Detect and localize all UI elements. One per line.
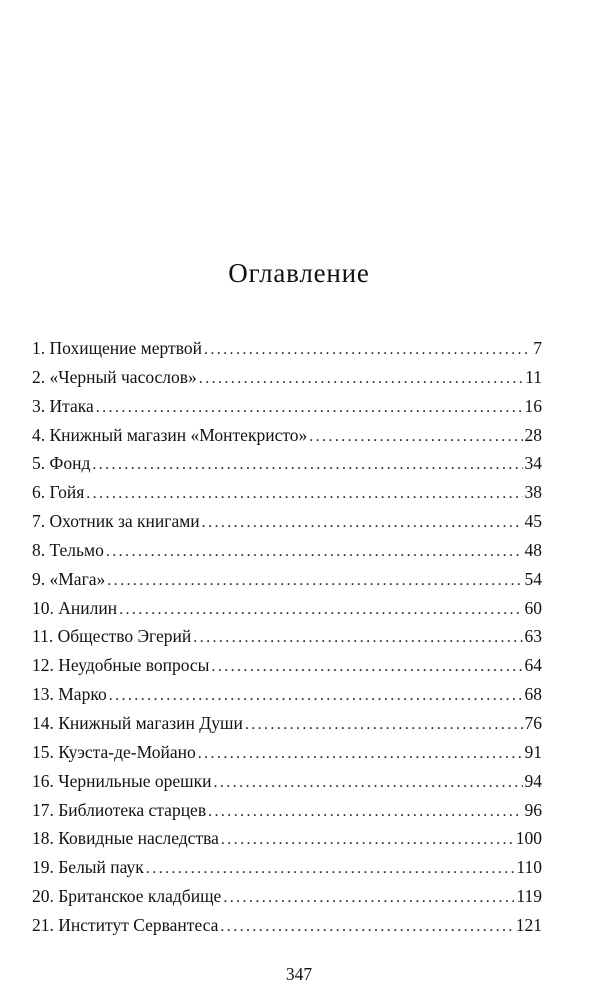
toc-entry-title: 20. Британское кладбище <box>32 886 222 907</box>
toc-entry <box>32 767 542 796</box>
dot-leader <box>221 826 514 854</box>
toc-entry-title: 16. Чернильные орешки <box>32 770 212 791</box>
toc-entry <box>32 421 542 450</box>
dot-leader <box>109 682 523 710</box>
dot-leader <box>146 855 515 883</box>
toc-entry-page: 38 <box>524 482 542 503</box>
toc-entry-title: 13. Марко <box>32 684 107 705</box>
dot-leader <box>193 624 522 652</box>
dot-leader <box>213 769 522 797</box>
toc-entry-page: 64 <box>524 655 542 676</box>
toc-entry-page: 45 <box>524 511 542 532</box>
toc-entry <box>32 680 542 709</box>
toc-entry-title: 21. Институт Сервантеса <box>32 914 219 935</box>
toc-entry-title: 6. Гойя <box>32 482 85 503</box>
toc-entry-page: 110 <box>516 857 542 878</box>
toc-entry <box>32 882 542 911</box>
toc-entry-title: 11. Общество Эгерий <box>32 626 192 647</box>
toc-entry-title: 1. Похищение мертвой <box>32 338 202 358</box>
dot-leader <box>202 509 523 537</box>
toc-entry-page: 68 <box>524 684 542 705</box>
toc-entry-page: 119 <box>516 886 542 907</box>
toc-entry <box>32 594 542 623</box>
toc-entry-title: 12. Неудобные вопросы <box>32 655 210 676</box>
toc-entry-title: 2. «Черный часослов» <box>32 366 197 387</box>
dot-leader <box>208 798 522 826</box>
table-of-contents <box>32 334 542 940</box>
toc-entry-page: 28 <box>524 424 542 445</box>
toc-entry <box>32 363 542 392</box>
dot-leader <box>211 653 522 681</box>
toc-entry-title: 10. Анилин <box>32 597 118 618</box>
toc-entry <box>32 622 542 651</box>
dot-leader <box>86 480 522 508</box>
toc-entry <box>32 536 542 565</box>
toc-entry-page: 76 <box>524 712 542 733</box>
toc-entry-page: 63 <box>524 626 542 647</box>
toc-entry-title: 14. Книжный магазин Души <box>32 712 243 733</box>
toc-entry-title: 4. Книжный магазин «Монтекристо» <box>32 424 308 445</box>
dot-leader <box>198 740 523 768</box>
toc-entry <box>32 911 542 940</box>
toc-entry-page: 94 <box>524 770 542 791</box>
toc-entry-page: 96 <box>524 799 542 820</box>
toc-entry <box>32 709 542 738</box>
toc-entry-title: 19. Белый паук <box>32 857 144 878</box>
toc-entry-title: 9. «Мага» <box>32 568 106 589</box>
toc-entry <box>32 507 542 536</box>
dot-leader <box>106 538 523 566</box>
toc-entry <box>32 392 542 421</box>
toc-entry <box>32 796 542 825</box>
toc-entry-page: 54 <box>524 568 542 589</box>
toc-entry <box>32 478 542 507</box>
toc-entry-title: 7. Охотник за книгами <box>32 511 200 532</box>
toc-entry <box>32 334 542 363</box>
dot-leader <box>204 336 531 364</box>
toc-entry-page: 100 <box>515 828 542 849</box>
toc-entry <box>32 738 542 767</box>
dot-leader <box>119 596 522 624</box>
toc-entry-title: 3. Итака <box>32 395 94 416</box>
toc-entry-title: 18. Ковидные наследства <box>32 828 219 849</box>
toc-entry-page: 34 <box>524 453 542 474</box>
toc-entry-page: 16 <box>524 395 542 416</box>
toc-entry-title: 8. Тельмо <box>32 539 104 560</box>
page-number: 347 <box>285 964 313 984</box>
dot-leader <box>92 451 522 479</box>
dot-leader <box>223 884 514 912</box>
toc-entry-page: 7 <box>533 338 542 358</box>
toc-entry-page: 60 <box>524 597 542 618</box>
toc-entry-page: 91 <box>524 741 542 762</box>
toc-entry-page: 11 <box>525 366 542 387</box>
toc-entry <box>32 565 542 594</box>
dot-leader <box>309 423 522 451</box>
toc-entry-title: 5. Фонд <box>32 453 91 474</box>
toc-entry-page: 121 <box>515 914 542 935</box>
dot-leader <box>245 711 523 739</box>
page-title: Оглавление <box>228 258 370 288</box>
dot-leader <box>220 913 513 941</box>
dot-leader <box>96 394 523 422</box>
dot-leader <box>107 567 522 595</box>
toc-entry <box>32 824 542 853</box>
dot-leader <box>199 365 523 393</box>
toc-entry-title: 15. Куэста-де-Мойано <box>32 741 196 762</box>
toc-entry <box>32 449 542 478</box>
toc-entry <box>32 651 542 680</box>
toc-entry <box>32 853 542 882</box>
toc-entry-page: 48 <box>524 539 542 560</box>
toc-entry-title: 17. Библиотека старцев <box>32 799 207 820</box>
